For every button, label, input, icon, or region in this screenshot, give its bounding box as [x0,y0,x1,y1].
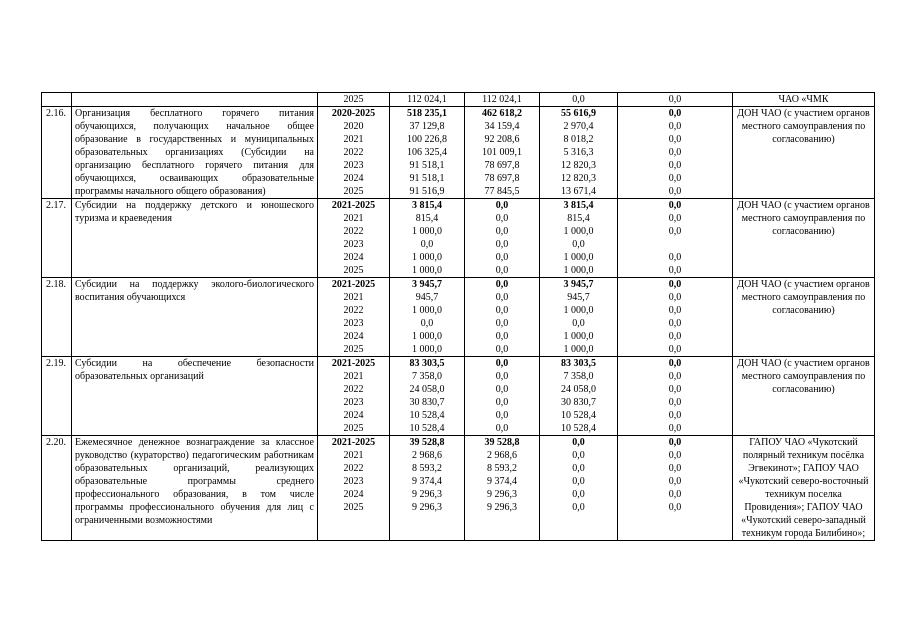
col-total [390,436,465,541]
cell-years: 2024 [343,331,364,342]
row-number [42,107,72,199]
cell-c1: 0,0 [495,239,509,250]
col-c3 [618,436,733,541]
cell-total: 0,0 [420,318,434,329]
cell-total: 3 815,4 [412,200,442,211]
cell-total: 106 325,4 [407,147,447,158]
cell-c1: 39 528,8 [484,437,520,448]
cell-c1: 0,0 [495,331,509,342]
cell-total: 24 058,0 [409,384,445,395]
col-c3 [618,278,733,357]
row-responsible-text: ДОН ЧАО (с участием органов местного самоуправления по согласованию) [737,358,870,395]
cell-total: 815,4 [415,213,439,224]
cell-total: 39 528,8 [409,437,445,448]
cell-c3: 0,0 [668,502,682,513]
col-c2 [540,436,618,541]
cell-years: 2023 [343,239,364,250]
row-responsible [733,93,875,107]
cell-years: 2024 [343,173,364,184]
cell-c2: 0,0 [572,476,585,487]
row-number-text: 2.16. [46,108,66,119]
cell-total: 1 000,0 [412,265,442,276]
cell-c2: 10 528,4 [561,410,596,421]
col-c1 [465,278,540,357]
cell-total: 37 129,8 [409,121,445,132]
row-name [72,107,318,199]
cell-total: 83 303,5 [409,358,445,369]
cell-c3: 0,0 [668,318,682,329]
cell-c3: 0,0 [668,410,682,421]
cell-c2: 0,0 [572,94,585,105]
cell-c3: 0,0 [668,371,682,382]
cell-total: 3 945,7 [412,279,442,290]
cell-c2: 12 820,3 [561,173,596,184]
cell-c2: 0,0 [572,239,585,250]
row-number [42,357,72,436]
row-number-text: 2.17. [46,200,66,211]
cell-c1: 0,0 [495,371,509,382]
cell-c3: 0,0 [668,331,682,342]
cell-c1: 0,0 [495,358,509,369]
cell-c3: 0,0 [668,200,682,211]
cell-years: 2021-2025 [331,200,376,211]
cell-total: 0,0 [420,239,434,250]
col-years [318,199,390,278]
cell-c1: 0,0 [495,200,509,211]
cell-c2: 10 528,4 [561,423,596,434]
cell-years: 2022 [343,147,364,158]
col-years [318,436,390,541]
cell-years: 2025 [343,344,364,355]
cell-total: 1 000,0 [412,226,442,237]
cell-years: 2021 [343,134,364,145]
table-row [42,278,875,357]
col-total [390,107,465,199]
col-c1 [465,199,540,278]
col-c3 [618,93,733,107]
cell-c2: 0,0 [572,318,585,329]
cell-c1: 101 009,1 [482,147,522,158]
cell-years: 2021-2025 [331,279,376,290]
cell-c3: 0,0 [668,173,682,184]
row-number [42,436,72,541]
col-c2 [540,107,618,199]
cell-total: 9 296,3 [412,489,442,500]
col-years [318,357,390,436]
cell-c1: 0,0 [495,226,509,237]
row-number [42,199,72,278]
row-name-text: Субсидии на обеспечение безопасности образовательных организаций [75,358,314,382]
col-c2 [540,357,618,436]
cell-c3: 0,0 [668,450,682,461]
row-name-text: Субсидии на поддержку детского и юношеского туризма и краеведения [75,200,314,224]
cell-c2: 815,4 [567,213,590,224]
cell-years: 2024 [343,252,364,263]
cell-c3: 0,0 [668,121,682,132]
table-row [42,107,875,199]
cell-c3: 0,0 [668,476,682,487]
col-years [318,278,390,357]
cell-c2: 0,0 [572,502,585,513]
cell-c1: 0,0 [495,410,509,421]
cell-c3: 0,0 [668,94,682,105]
cell-total: 8 593,2 [412,463,442,474]
cell-c3: 0,0 [668,226,682,237]
col-c1 [465,93,540,107]
col-total [390,278,465,357]
cell-c3: 0,0 [668,213,682,224]
cell-years: 2025 [343,423,364,434]
row-name [72,93,318,107]
cell-years: 2021-2025 [331,358,376,369]
cell-years: 2021 [343,292,364,303]
cell-c1: 9 296,3 [487,489,517,500]
cell-c1: 2 968,6 [487,450,517,461]
col-total [390,93,465,107]
row-responsible [733,107,875,199]
cell-years: 2021-2025 [331,437,376,448]
cell-years: 2025 [343,186,364,197]
cell-c1: 78 697,8 [484,173,520,184]
cell-c1: 77 845,5 [484,186,520,197]
row-number-text: 2.19. [46,358,66,369]
cell-c1: 112 024,1 [482,94,522,105]
cell-years: 2025 [343,94,364,105]
row-responsible-text: ЧАО «ЧМК [778,94,829,105]
row-name [72,278,318,357]
cell-c2: 1 000,0 [563,265,594,276]
row-responsible [733,278,875,357]
cell-c3: 0,0 [668,344,682,355]
cell-total: 7 358,0 [412,371,442,382]
col-c2 [540,199,618,278]
cell-c3 [618,238,732,251]
cell-c1: 9 296,3 [487,502,517,513]
cell-c3: 0,0 [668,305,682,316]
cell-c3: 0,0 [668,358,682,369]
cell-years: 2020-2025 [331,108,376,119]
cell-c2: 0,0 [572,437,585,448]
cell-years: 2024 [343,489,364,500]
cell-c2: 945,7 [567,292,590,303]
cell-c3: 0,0 [668,489,682,500]
cell-years: 2022 [343,384,364,395]
cell-c2: 1 000,0 [563,344,594,355]
row-responsible [733,199,875,278]
cell-total: 100 226,8 [407,134,447,145]
cell-years: 2025 [343,265,364,276]
cell-years: 2022 [343,226,364,237]
col-years [318,93,390,107]
col-c3 [618,357,733,436]
row-name [72,436,318,541]
cell-total: 9 374,4 [412,476,442,487]
cell-c2: 3 815,4 [563,200,594,211]
cell-c2: 8 018,2 [563,134,594,145]
cell-c3: 0,0 [668,397,682,408]
cell-c2: 0,0 [572,463,585,474]
row-responsible-text: ДОН ЧАО (с участием органов местного самоуправления по согласованию) [737,200,870,237]
table-row [42,436,875,541]
cell-total: 1 000,0 [412,252,442,263]
row-responsible [733,436,875,541]
table-body [42,93,875,541]
col-total [390,357,465,436]
row-responsible-text: ДОН ЧАО (с участием органов местного самоуправления по согласованию) [737,279,870,316]
cell-c1: 78 697,8 [484,160,520,171]
cell-c3: 0,0 [668,384,682,395]
row-responsible [733,357,875,436]
cell-years: 2023 [343,397,364,408]
cell-total: 91 516,9 [409,186,445,197]
cell-c3: 0,0 [668,279,682,290]
cell-c2: 30 830,7 [561,397,596,408]
cell-c1: 8 593,2 [487,463,517,474]
cell-total: 1 000,0 [412,331,442,342]
cell-c1: 34 159,4 [484,121,520,132]
cell-c1: 0,0 [495,344,509,355]
cell-years: 2021 [343,213,364,224]
cell-total: 945,7 [415,292,439,303]
cell-c2: 7 358,0 [563,371,594,382]
col-c3 [618,199,733,278]
cell-c3: 0,0 [668,463,682,474]
cell-c3: 0,0 [668,147,682,158]
cell-c1: 0,0 [495,279,509,290]
cell-c2: 0,0 [572,450,585,461]
cell-c3: 0,0 [668,423,682,434]
cell-c1: 0,0 [495,213,509,224]
cell-total: 91 518,1 [409,173,445,184]
cell-c2: 3 945,7 [563,279,594,290]
cell-total: 1 000,0 [412,305,442,316]
cell-c1: 0,0 [495,292,509,303]
cell-total: 30 830,7 [409,397,445,408]
row-number [42,93,72,107]
row-responsible-text: ДОН ЧАО (с участием органов местного самоуправления по согласованию) [737,108,870,145]
cell-c2: 0,0 [572,489,585,500]
cell-years: 2025 [343,502,364,513]
col-c2 [540,278,618,357]
cell-c3: 0,0 [668,186,682,197]
cell-c3: 0,0 [668,265,682,276]
cell-years: 2023 [343,476,364,487]
cell-c2: 2 970,4 [563,121,594,132]
cell-years: 2020 [343,121,364,132]
cell-c2: 55 616,9 [561,108,596,119]
cell-c1: 462 618,2 [482,108,522,119]
cell-c3: 0,0 [668,292,682,303]
cell-total: 2 968,6 [412,450,442,461]
cell-c1: 0,0 [495,423,509,434]
row-name [72,199,318,278]
cell-total: 112 024,1 [407,94,447,105]
cell-c1: 0,0 [495,265,509,276]
cell-c3: 0,0 [668,252,682,263]
row-name-text: Ежемесячное денежное вознаграждение за классное руководство (кураторство) педагогическим работникам образовательных организаций, реализующих образовательные программы среднего профессионального образования, в том числе программы профессионального обучения для лиц с ограниченными возможностями [75,437,314,526]
cell-c2: 83 303,5 [561,358,596,369]
row-name-text: Субсидии на поддержку эколого-биологического воспитания обучающихся [75,279,314,303]
col-c2 [540,93,618,107]
cell-c3: 0,0 [668,108,682,119]
cell-c1: 0,0 [495,305,509,316]
cell-total: 10 528,4 [409,410,445,421]
cell-c3: 0,0 [668,437,682,448]
row-number-text: 2.18. [46,279,66,290]
cell-c2: 1 000,0 [563,331,594,342]
cell-years: 2022 [343,305,364,316]
cell-c2: 1 000,0 [563,305,594,316]
cell-years: 2023 [343,160,364,171]
cell-c2: 5 316,3 [563,147,594,158]
col-c1 [465,436,540,541]
cell-total: 518 235,1 [407,108,447,119]
cell-years: 2024 [343,410,364,421]
cell-c2: 1 000,0 [563,252,594,263]
cell-c1: 9 374,4 [487,476,517,487]
col-total [390,199,465,278]
row-number [42,278,72,357]
cell-c1: 0,0 [495,318,509,329]
cell-c2: 12 820,3 [561,160,596,171]
budget-table [41,92,875,541]
cell-years: 2021 [343,450,364,461]
cell-c2: 13 671,4 [561,186,596,197]
cell-c3: 0,0 [668,160,682,171]
col-c1 [465,357,540,436]
col-years [318,107,390,199]
cell-total: 10 528,4 [409,423,445,434]
table-row [42,357,875,436]
cell-years: 2023 [343,318,364,329]
cell-c1: 92 208,6 [484,134,520,145]
row-responsible-text: ГАПОУ ЧАО «Чукотский полярный техникум посёлка Эгвекинот»; ГАПОУ ЧАО «Чукотский северо-восточный техникум поселка Провидения»; ГАПОУ ЧАО «Чукотский северо-западный техникум города Билибино»; [738,437,869,539]
table-row [42,199,875,278]
row-name-text: Организация бесплатного горячего питания обучающихся, получающих начальное общее образование в государственных и муниципальных образовательных организациях (Субсидии на организацию бесплатного горячего питания для обучающихся, осваивающих образовательные программы начального общего образования) [75,108,314,197]
col-c3 [618,107,733,199]
cell-c1: 0,0 [495,252,509,263]
row-number-text: 2.20. [46,437,66,448]
row-name [72,357,318,436]
cell-total: 9 296,3 [412,502,442,513]
cell-c1: 0,0 [495,384,509,395]
cell-years: 2021 [343,371,364,382]
cell-years: 2022 [343,463,364,474]
col-c1 [465,107,540,199]
cell-c1: 0,0 [495,397,509,408]
cell-c3: 0,0 [668,134,682,145]
cell-c2: 1 000,0 [563,226,594,237]
cell-c2: 24 058,0 [561,384,596,395]
table-row [42,93,875,107]
cell-total: 91 518,1 [409,160,445,171]
cell-total: 1 000,0 [412,344,442,355]
